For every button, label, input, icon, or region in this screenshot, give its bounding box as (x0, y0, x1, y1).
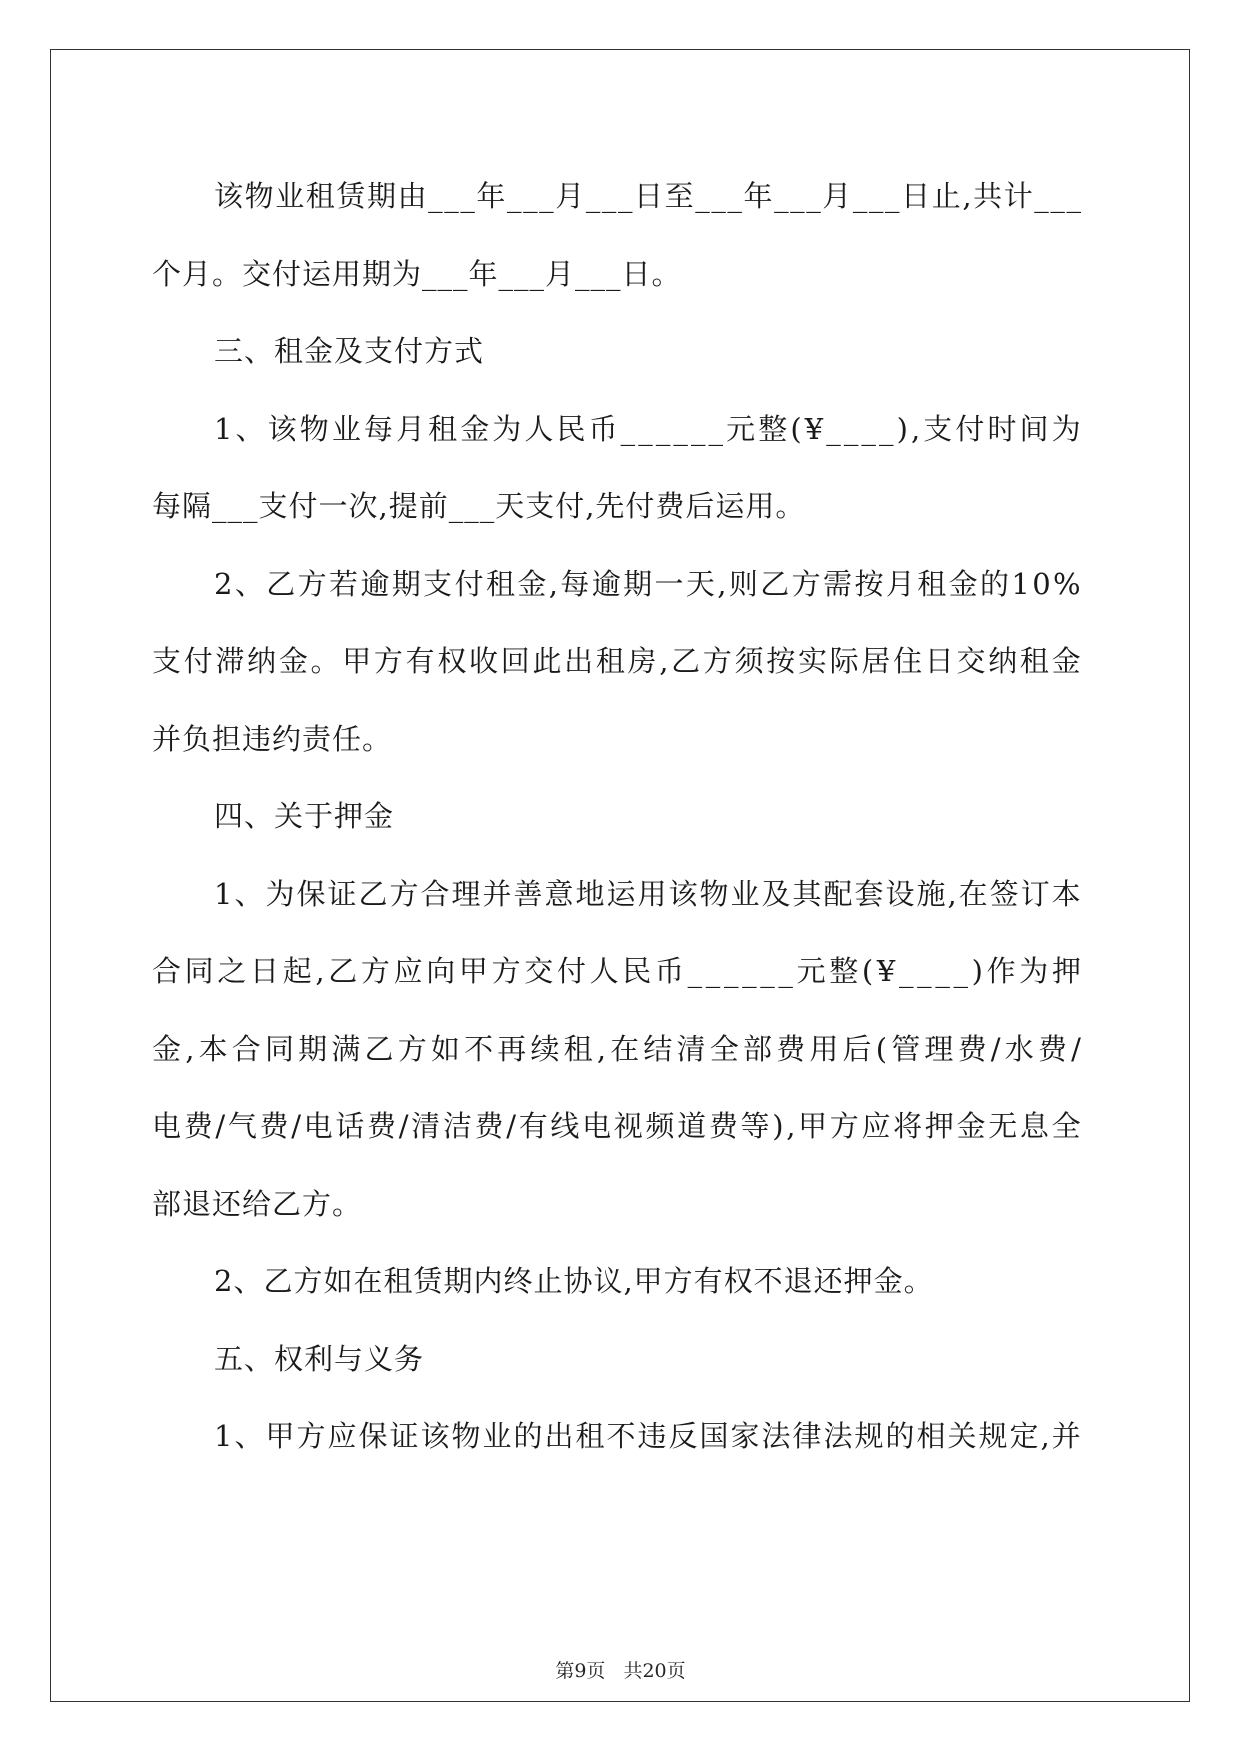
text-line: 1 、 该 物 业 每 月 租 金 为 人 民 币 _ _ _ _ _ _ 元 整 ( ¥ _ _ _ _ ) , 支 付 时 间 为 (214, 411, 1082, 446)
text-line: 五、权利与义务 (214, 1341, 425, 1376)
text-line: 金 , 本 合 同 期 满 乙 方 如 不 再 续 租 , 在 结 清 全 部 费 用 后 ( 管 理 费 / 水 费 / (152, 1031, 1082, 1066)
page-number: 第9页 (555, 1660, 606, 1682)
page-total: 共20页 (623, 1660, 686, 1682)
text-line: 每隔___支付一次,提前___天支付,先付费后运用。 (152, 489, 806, 523)
text-line: 并负担违约责任。 (152, 721, 393, 756)
text-line: 部退还给乙方。 (152, 1186, 363, 1221)
text-line: 支 付 滞 纳 金 。 甲 方 有 权 收 回 此 出 租 房 , 乙 方 须 按 实 际 居 住 日 交 纳 租 金 (152, 644, 1082, 678)
text-line: 三、租金及支付方式 (214, 334, 485, 368)
document-body (152, 158, 1082, 1476)
page-footer (0, 1656, 1241, 1683)
text-line: 1 、 为 保 证 乙 方 合 理 并 善 意 地 运 用 该 物 业 及 其 配 套 设 施 , 在 签 订 本 (214, 876, 1082, 911)
text-line: 2 、 乙 方 若 逾 期 支 付 租 金 , 每 逾 期 一 天 , 则 乙 方 需 按 月 租 金 的 1 0 % (214, 566, 1082, 601)
text-line: 1 、 甲 方 应 保 证 该 物 业 的 出 租 不 违 反 国 家 法 律 法 规 的 相 关 规 定 , 并 (214, 1419, 1082, 1453)
text-line: 2、乙方如在租赁期内终止协议,甲方有权不退还押金。 (214, 1264, 934, 1298)
text-line: 该 物 业 租 赁 期 由 _ _ _ 年 _ _ _ 月 _ _ _ 日 至 _ _ _ 年 _ _ _ 月 _ _ _ 日 止 , 共 计 _ _ _ (214, 179, 1082, 213)
text-line: 个月。交付运用期为___年___月___日。 (152, 256, 682, 291)
text-line: 四、关于押金 (214, 799, 395, 833)
text-line: 电 费 / 气 费 / 电 话 费 / 清 洁 费 / 有 线 电 视 频 道 费 等 ) , 甲 方 应 将 押 金 无 息 全 (152, 1109, 1082, 1143)
text-line: 合 同 之 日 起 , 乙 方 应 向 甲 方 交 付 人 民 币 _ _ _ _ _ _ 元 整 ( ¥ _ _ _ _ ) 作 为 押 (152, 954, 1082, 988)
